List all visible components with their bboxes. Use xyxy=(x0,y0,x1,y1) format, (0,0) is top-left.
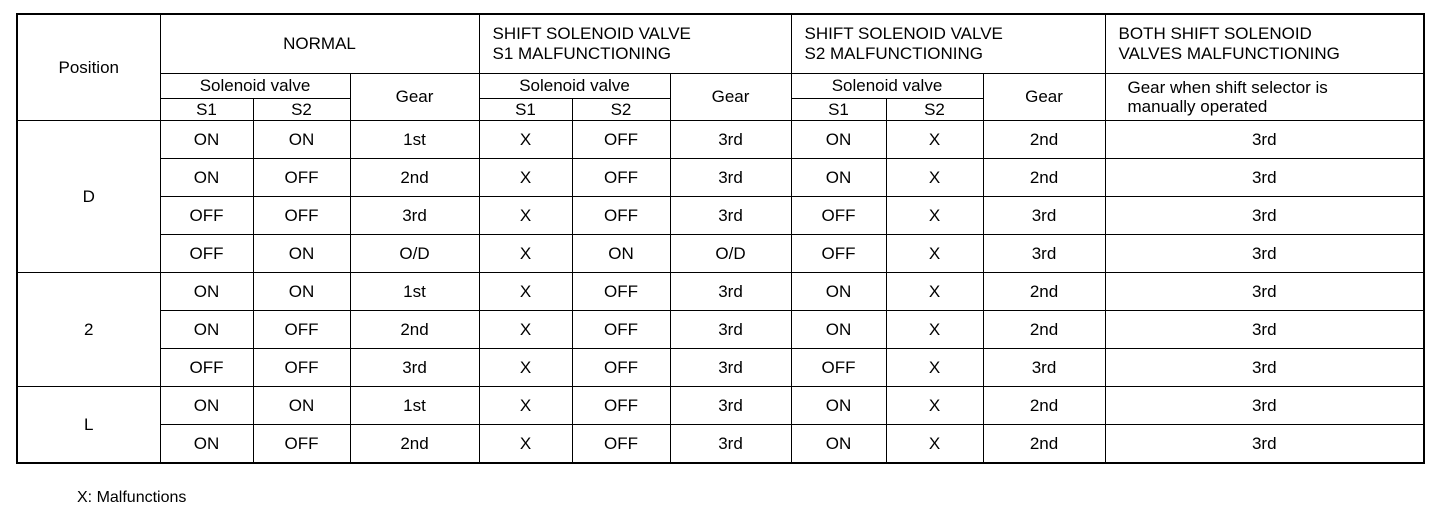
s2-malf-gear-cell: 2nd xyxy=(983,121,1105,159)
manual-gear-header xyxy=(1105,74,1424,121)
position-label-cell: 2 xyxy=(17,273,160,387)
normal-s2-cell: ON xyxy=(253,121,350,159)
s1-malf-s2-cell: OFF xyxy=(572,349,670,387)
normal-s2-cell: OFF xyxy=(253,425,350,464)
both-malf-gear-cell: 3rd xyxy=(1105,121,1424,159)
normal-gear-header: Gear xyxy=(350,74,479,121)
s2-malf-s1-cell: ON xyxy=(791,121,886,159)
s1-malf-gear-cell: 3rd xyxy=(670,121,791,159)
s1-malf-gear-cell: 3rd xyxy=(670,159,791,197)
table-row xyxy=(17,425,1424,464)
normal-gear-cell: 2nd xyxy=(350,425,479,464)
s2-malf-gear-cell: 2nd xyxy=(983,273,1105,311)
s1-malf-gear-cell: 3rd xyxy=(670,387,791,425)
normal-s1-cell: OFF xyxy=(160,349,253,387)
s1-malf-s2-cell: OFF xyxy=(572,121,670,159)
s1-malf-s1-cell: X xyxy=(479,197,572,235)
s2-malf-gear-cell: 3rd xyxy=(983,349,1105,387)
s1-malf-s2-cell: OFF xyxy=(572,387,670,425)
s2-malf-s2-cell: X xyxy=(886,387,983,425)
s1-malf-s2-cell: ON xyxy=(572,235,670,273)
header-row-subgroups xyxy=(17,74,1424,99)
both-malf-gear-cell: 3rd xyxy=(1105,273,1424,311)
normal-s2-cell: ON xyxy=(253,273,350,311)
s2-malf-s2-cell: X xyxy=(886,273,983,311)
s1-malfunction-group-header xyxy=(479,14,791,74)
s1-malf-s2-cell: OFF xyxy=(572,159,670,197)
normal-s1-cell: ON xyxy=(160,159,253,197)
s2-malf-gear-cell: 3rd xyxy=(983,235,1105,273)
s2-malfunction-group-header xyxy=(791,14,1105,74)
s2-malf-gear-cell: 2nd xyxy=(983,425,1105,464)
header-row-groups xyxy=(17,14,1424,74)
s2-malf-s1-cell: ON xyxy=(791,273,886,311)
s1-malf-s1-cell: X xyxy=(479,311,572,349)
normal-s1-cell: ON xyxy=(160,121,253,159)
table-row xyxy=(17,159,1424,197)
s1-malf-s1-cell: X xyxy=(479,121,572,159)
s2-group-s2-header: S2 xyxy=(886,99,983,121)
footnote: X: Malfunctions xyxy=(77,489,187,506)
normal-gear-cell: 3rd xyxy=(350,349,479,387)
table-row xyxy=(17,387,1424,425)
s2-malf-s1-cell: ON xyxy=(791,387,886,425)
normal-gear-cell: 1st xyxy=(350,273,479,311)
s1-malf-s2-cell: OFF xyxy=(572,311,670,349)
s2-gear-header: Gear xyxy=(983,74,1105,121)
normal-gear-cell: 2nd xyxy=(350,311,479,349)
table-row xyxy=(17,349,1424,387)
s1-malf-gear-cell: 3rd xyxy=(670,425,791,464)
s1-malf-s1-cell: X xyxy=(479,273,572,311)
both-malfunction-line-1: BOTH SHIFT SOLENOID xyxy=(1118,24,1312,43)
normal-gear-cell: 1st xyxy=(350,121,479,159)
normal-gear-cell: O/D xyxy=(350,235,479,273)
both-malf-gear-cell: 3rd xyxy=(1105,235,1424,273)
both-malfunction-group-header xyxy=(1105,14,1424,74)
s1-malf-s1-cell: X xyxy=(479,159,572,197)
both-malfunction-line-2: VALVES MALFUNCTIONING xyxy=(1118,44,1340,63)
solenoid-table-sheet xyxy=(16,13,1425,464)
s1-group-s1-header: S1 xyxy=(479,99,572,121)
s1-malf-gear-cell: O/D xyxy=(670,235,791,273)
s2-malfunction-line-1: SHIFT SOLENOID VALVE xyxy=(804,24,1003,43)
normal-gear-cell: 3rd xyxy=(350,197,479,235)
s2-malf-s2-cell: X xyxy=(886,159,983,197)
s1-malfunction-line-1: SHIFT SOLENOID VALVE xyxy=(492,24,691,43)
normal-s1-cell: ON xyxy=(160,425,253,464)
normal-gear-cell: 2nd xyxy=(350,159,479,197)
s1-group-s2-header: S2 xyxy=(572,99,670,121)
normal-s1-cell: ON xyxy=(160,311,253,349)
s2-malf-s1-cell: ON xyxy=(791,159,886,197)
table-row xyxy=(17,311,1424,349)
s2-malf-s2-cell: X xyxy=(886,235,983,273)
normal-group-header: NORMAL xyxy=(160,14,479,74)
table-row xyxy=(17,121,1424,159)
s2-malf-s1-cell: ON xyxy=(791,311,886,349)
normal-s2-header: S2 xyxy=(253,99,350,121)
s2-malf-s1-cell: OFF xyxy=(791,349,886,387)
s2-malf-s2-cell: X xyxy=(886,349,983,387)
s1-malf-s2-cell: OFF xyxy=(572,197,670,235)
s1-malf-gear-cell: 3rd xyxy=(670,349,791,387)
s1-gear-header: Gear xyxy=(670,74,791,121)
position-header: Position xyxy=(17,14,160,121)
s1-solenoid-valve-header: Solenoid valve xyxy=(479,74,670,99)
s2-malf-s1-cell: OFF xyxy=(791,235,886,273)
normal-s1-cell: ON xyxy=(160,387,253,425)
both-malf-gear-cell: 3rd xyxy=(1105,197,1424,235)
s1-malf-s2-cell: OFF xyxy=(572,425,670,464)
s2-malf-s2-cell: X xyxy=(886,197,983,235)
s2-solenoid-valve-header: Solenoid valve xyxy=(791,74,983,99)
normal-s1-cell: ON xyxy=(160,273,253,311)
s2-malf-s1-cell: OFF xyxy=(791,197,886,235)
s2-malf-s2-cell: X xyxy=(886,311,983,349)
position-label-cell: D xyxy=(17,121,160,273)
normal-s1-header: S1 xyxy=(160,99,253,121)
s1-malf-gear-cell: 3rd xyxy=(670,311,791,349)
normal-solenoid-valve-header: Solenoid valve xyxy=(160,74,350,99)
s2-malf-s2-cell: X xyxy=(886,121,983,159)
normal-s2-cell: OFF xyxy=(253,349,350,387)
both-malf-gear-cell: 3rd xyxy=(1105,159,1424,197)
table-body xyxy=(17,14,1424,463)
s2-malfunction-line-2: S2 MALFUNCTIONING xyxy=(804,44,984,63)
both-malf-gear-cell: 3rd xyxy=(1105,349,1424,387)
s2-malf-gear-cell: 2nd xyxy=(983,311,1105,349)
s2-malf-gear-cell: 2nd xyxy=(983,387,1105,425)
normal-gear-cell: 1st xyxy=(350,387,479,425)
manual-gear-line-2: manually operated xyxy=(1127,97,1268,116)
both-malf-gear-cell: 3rd xyxy=(1105,311,1424,349)
table-row xyxy=(17,235,1424,273)
normal-s1-cell: OFF xyxy=(160,197,253,235)
both-malf-gear-cell: 3rd xyxy=(1105,425,1424,464)
s1-malf-s1-cell: X xyxy=(479,349,572,387)
s2-malf-s1-cell: ON xyxy=(791,425,886,464)
normal-s2-cell: OFF xyxy=(253,159,350,197)
normal-s2-cell: ON xyxy=(253,387,350,425)
s2-malf-gear-cell: 2nd xyxy=(983,159,1105,197)
normal-s2-cell: OFF xyxy=(253,197,350,235)
solenoid-valve-table xyxy=(16,13,1425,464)
s1-malf-s1-cell: X xyxy=(479,387,572,425)
normal-s1-cell: OFF xyxy=(160,235,253,273)
table-row xyxy=(17,197,1424,235)
s1-malf-s1-cell: X xyxy=(479,425,572,464)
normal-s2-cell: OFF xyxy=(253,311,350,349)
manual-gear-line-1: Gear when shift selector is xyxy=(1127,78,1328,97)
normal-s2-cell: ON xyxy=(253,235,350,273)
position-label-cell: L xyxy=(17,387,160,464)
both-malf-gear-cell: 3rd xyxy=(1105,387,1424,425)
s2-malf-gear-cell: 3rd xyxy=(983,197,1105,235)
s1-malf-s1-cell: X xyxy=(479,235,572,273)
table-row xyxy=(17,273,1424,311)
s2-group-s1-header: S1 xyxy=(791,99,886,121)
s1-malf-gear-cell: 3rd xyxy=(670,273,791,311)
s2-malf-s2-cell: X xyxy=(886,425,983,464)
s1-malfunction-line-2: S1 MALFUNCTIONING xyxy=(492,44,672,63)
s1-malf-s2-cell: OFF xyxy=(572,273,670,311)
s1-malf-gear-cell: 3rd xyxy=(670,197,791,235)
